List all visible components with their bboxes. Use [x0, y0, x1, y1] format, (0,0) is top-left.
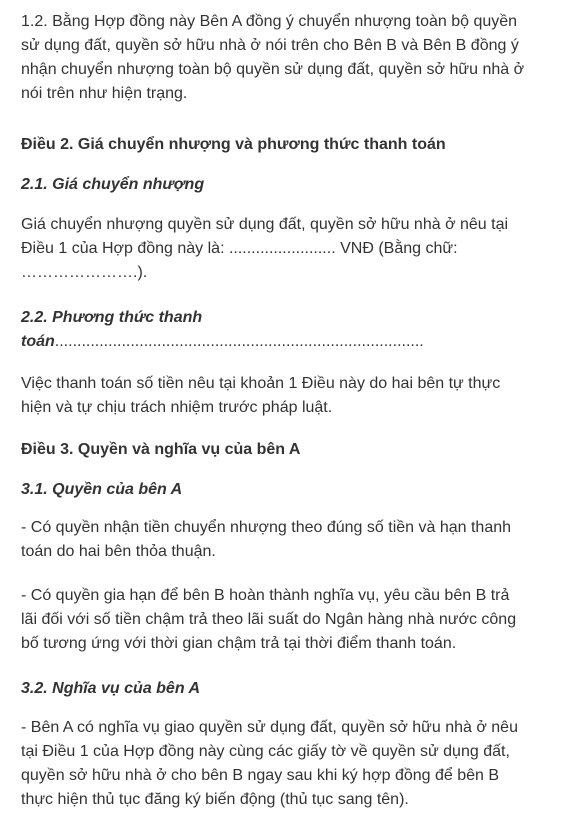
text-line: thực hiện thủ tục đăng ký biến động (thủ tục sang tên). [21, 791, 409, 808]
heading-text: Điều 3. Quyền và nghĩa vụ của bên A [21, 441, 301, 458]
text-line: hiện và tự chịu trách nhiệm trước pháp luật. [21, 399, 333, 416]
blank-dots: ................................................................................... [54, 333, 424, 350]
heading-text: Điều 2. Giá chuyển nhượng và phương thức thanh toán [21, 136, 446, 153]
subheading-text: 2.2. Phương thức thanh [21, 309, 203, 326]
clause-3-1-item [21, 516, 511, 564]
clause-2-1-heading [21, 173, 204, 197]
clause-2-2-heading [21, 306, 424, 354]
clause-3-1-item [21, 584, 516, 656]
article-3-heading [21, 438, 300, 462]
text-line: sử dụng đất, quyền sở hữu nhà ở nói trên cho Bên B và Bên B đồng ý [21, 37, 519, 54]
clause-3-1-heading [21, 478, 182, 502]
text-line: Giá chuyển nhượng quyền sử dụng đất, quyền sở hữu nhà ở nêu tại [21, 216, 509, 233]
subheading-text: 2.1. Giá chuyển nhượng [21, 176, 205, 193]
text-line: quyền sở hữu nhà ở cho bên B ngay sau khi ký hợp đồng để bên B [21, 767, 500, 784]
text-line: - Có quyền gia hạn để bên B hoàn thành nghĩa vụ, yêu cầu bên B trả [21, 587, 510, 604]
clause-3-2-paragraph [21, 716, 518, 812]
text-line: ………………….). [21, 264, 148, 281]
clause-2-2-paragraph [21, 372, 500, 420]
clause-1-2-paragraph [21, 10, 524, 106]
text-line: toán do hai bên thỏa thuận. [21, 543, 216, 560]
text-line: lãi đối với số tiền chậm trả theo lãi suất do Ngân hàng nhà nước công [21, 611, 517, 628]
text-line: bố tương ứng với thời gian chậm trả tại thời điểm thanh toán. [21, 635, 457, 652]
subheading-text: 3.2. Nghĩa vụ của bên A [21, 680, 201, 697]
text-line: tại Điều 1 của Hợp đồng này cùng các giấy tờ về quyền sử dụng đất, [21, 743, 510, 760]
clause-2-1-paragraph [21, 213, 508, 285]
text-line: nói trên như hiện trạng. [21, 85, 188, 102]
subheading-text: toán [21, 333, 55, 350]
text-line: Điều 1 của Hợp đồng này là: ........................ VNĐ (Bằng chữ: [21, 240, 458, 257]
subheading-text: 3.1. Quyền của bên A [21, 481, 183, 498]
text-line: - Bên A có nghĩa vụ giao quyền sử dụng đất, quyền sở hữu nhà ở nêu [21, 719, 518, 736]
text-line: Việc thanh toán số tiền nêu tại khoản 1 Điều này do hai bên tự thực [21, 375, 501, 392]
clause-3-2-heading [21, 677, 200, 701]
text-line: - Có quyền nhận tiền chuyển nhượng theo đúng số tiền và hạn thanh [21, 519, 512, 536]
text-line: nhận chuyển nhượng toàn bộ quyền sử dụng đất, quyền sở hữu nhà ở [21, 61, 525, 78]
text-line: 1.2. Bằng Hợp đồng này Bên A đồng ý chuyển nhượng toàn bộ quyền [21, 13, 518, 30]
article-2-heading [21, 133, 446, 157]
